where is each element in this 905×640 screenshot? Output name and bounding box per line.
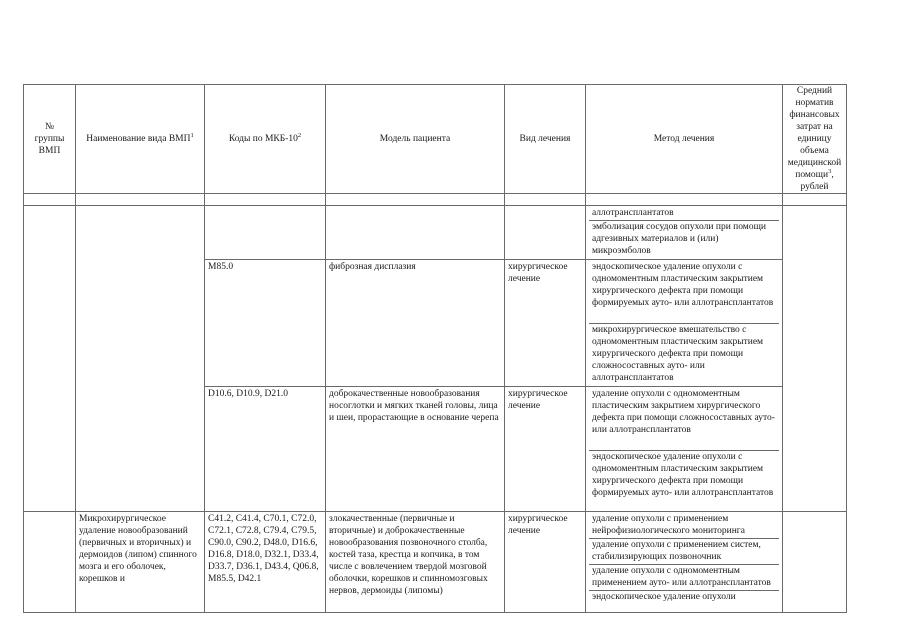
header-group-number: № группы ВМП <box>24 85 76 194</box>
table-header-row <box>24 85 847 194</box>
codes-cell: C41.2, C41.4, C70.1, C72.0, C72.1, C72.8, C79.4, C79.5, C90.0, C90.2, D48.0, D16.6, D16.8, D18.0, D32.1, D33.4, D33.7, D36.1, D43.4, Q06.8, M85.5, D42.1 <box>205 512 326 613</box>
patient-model-cell <box>326 206 505 260</box>
header-cost-norm: Средний норматив финансовых затрат на единицу объема медицинской помощи$^3$, рублей <box>783 85 847 194</box>
method-item: эмболизация сосудов опухоли при помощи адгезивных материалов и (или) микроэмболов <box>592 222 766 256</box>
patient-model-cell: фиброзная дисплазия <box>326 260 505 387</box>
patient-model-cell: злокачественные (первичные и вторичные) и доброкачественные новообразования позвоночного столба, костей таза, крестца и копчика, в том числе с вовлечением твердой мозговой оболочки, корешков и спинномозговых нервов, дермоиды (липомы) <box>326 512 505 613</box>
header-patient-model: Модель пациента <box>326 85 505 194</box>
header-treatment-type: Вид лечения <box>505 85 586 194</box>
header-vmp-name: Наименование вида ВМП$^1$ <box>76 85 205 194</box>
header-icd-codes: Коды по МКБ-$10^2$ <box>205 85 326 194</box>
method-cell <box>586 512 783 613</box>
method-cell <box>586 206 783 260</box>
method-item: удаление опухоли с применением нейрофизиологического мониторинга <box>589 513 779 539</box>
vmp-name-cell <box>76 206 205 512</box>
vmp-name-cell: Микрохирургическое удаление новообразований (первичных и вторичных) и дермоидов (липом) спинного мозга и его оболочек, корешков и <box>76 512 205 613</box>
header-spacer-row <box>24 194 847 206</box>
cost-cell <box>783 512 847 613</box>
vmp-table <box>23 84 847 613</box>
footnote-mark: 2 <box>297 131 302 139</box>
method-item: удаление опухоли с одномоментным пластическим закрытием хирургического дефекта при помощи сложносоставных ауто- или аллотрансплантатов <box>589 388 779 451</box>
header-treatment-method: Метод лечения <box>586 85 783 194</box>
group-number-cell <box>24 512 76 613</box>
treatment-type-cell: хирургическое лечение <box>505 387 586 512</box>
codes-cell: D10.6, D10.9, D21.0 <box>205 387 326 512</box>
treatment-type-cell <box>505 206 586 260</box>
method-item: эндоскопическое удаление опухоли с одномоментным пластическим закрытием хирургического дефекта при помощи формируемых ауто- или аллотрансплантатов <box>589 261 779 324</box>
method-item: удаление опухоли с одномоментным применением ауто- или аллотрансплантатов <box>589 565 779 591</box>
codes-cell: M85.0 <box>205 260 326 387</box>
method-item: аллотрансплантатов <box>589 207 779 221</box>
table-row <box>24 206 847 260</box>
method-item: удаление опухоли с применением систем, стабилизирующих позвоночник <box>589 539 779 565</box>
method-cell <box>586 387 783 512</box>
table-row <box>24 512 847 613</box>
patient-model-cell: доброкачественные новообразования носоглотки и мягких тканей головы, лица и шеи, прорастающие в основание черепа <box>326 387 505 512</box>
codes-cell <box>205 206 326 260</box>
method-item: микрохирургическое вмешательство с одномоментным пластическим закрытием хирургического дефекта при помощи сложносоставных ауто- или аллотрансплантатов <box>592 325 764 383</box>
method-item: эндоскопическое удаление опухоли с одномоментным пластическим закрытием хирургического дефекта при помощи формируемых ауто- или аллотрансплантатов <box>592 452 774 498</box>
group-number-cell <box>24 206 76 512</box>
method-cell <box>586 260 783 387</box>
footnote-mark: 3 <box>828 167 832 175</box>
treatment-type-cell: хирургическое лечение <box>505 512 586 613</box>
treatment-type-cell: хирургическое лечение <box>505 260 586 387</box>
cost-cell <box>783 206 847 512</box>
footnote-mark: 1 <box>190 131 194 139</box>
method-item: эндоскопическое удаление опухоли <box>592 592 736 602</box>
